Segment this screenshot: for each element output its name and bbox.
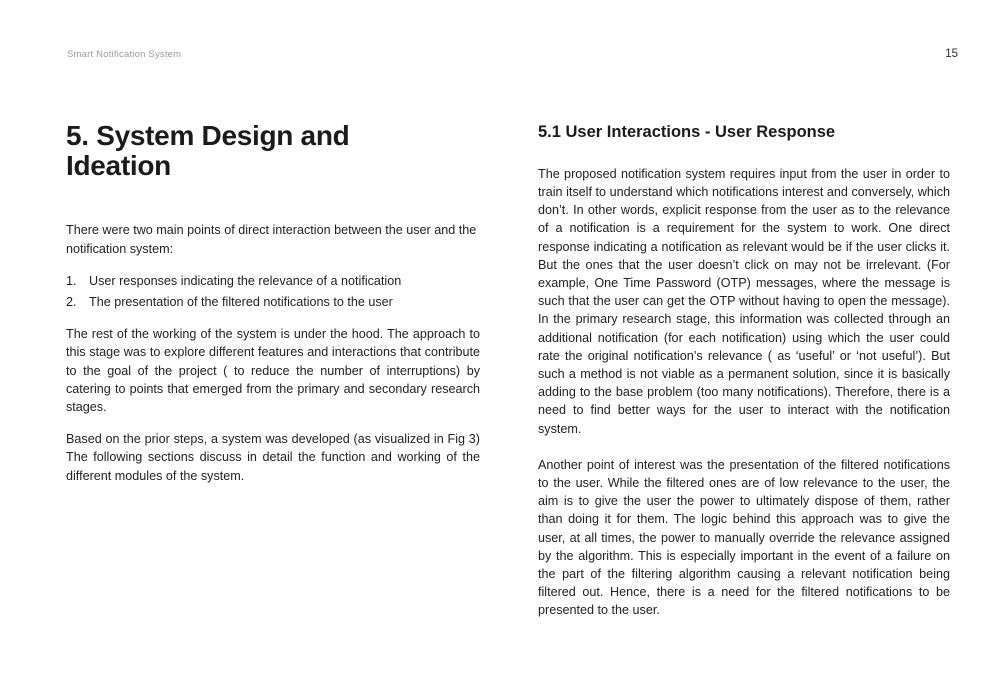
list-item-number: 2.	[66, 294, 77, 309]
left-paragraph-1: The rest of the working of the system is under the hood. The approach to this stage was to explore different features and interactions that contribute to the goal of the project ( to reduce the number of interruptions) by catering to points that emerged from the primary and secondary research stages.	[66, 327, 480, 414]
right-column	[538, 121, 950, 638]
right-paragraph-2: Another point of interest was the presentation of the filtered notifications to the user. While the filtered ones are of low relevance to the user, the aim is to give the user the power to ultimately dispose of them, rather than doing it for them. The logic behind this approach was to give the user, at all times, the power to manually override the relevance assigned by the algorithm. This is especially important in the event of a failure on the part of the filtering algorithm causing a relevant notification being filtered out. Hence, there is a need for the filtered notifications to be presented to the user.	[538, 457, 950, 618]
list-item	[66, 293, 480, 311]
running-header	[67, 48, 958, 60]
subsection-heading: 5.1 User Interactions - User Response	[538, 123, 836, 141]
list-item-text: The presentation of the filtered notifications to the user	[89, 294, 393, 309]
list-item-text: User responses indicating the relevance of a notification	[89, 273, 402, 288]
content-columns	[66, 121, 950, 638]
right-paragraph-1: The proposed notification system requires input from the user in order to train itself to understand which notifications interest and conversely, which don’t. In other words, explicit response from the user as to the relevance of a notification is a requirement for the system to work. One direct response indicating a notification as relevant would be if the user clicks it. But the ones that the user doesn’t click on may not be irrelevant. (For example, One Time Password (OTP) messages, where the message is such that the user can get the OTP without having to open the message). In the primary research stage, this information was collected through an additional notification (for each notification) using which the user could rate the original notification’s relevance ( as ‘useful’ or ‘not useful’). But such a method is not viable as a permanent solution, since it is basically adding to the base problem (too many notifications). Therefore, there is a need to find better ways for the user to interact with the notification system.	[538, 166, 950, 436]
running-header-title: Smart Notification System	[67, 49, 182, 60]
page-number: 15	[945, 48, 958, 60]
section-heading: 5. System Design and Ideation	[66, 120, 350, 181]
left-intro-paragraph: There were two main points of direct interaction between the user and the notification system:	[66, 223, 477, 256]
left-column	[66, 121, 480, 638]
list-item-number: 1.	[66, 273, 77, 288]
interaction-points-list	[66, 272, 480, 311]
left-paragraph-2: Based on the prior steps, a system was developed (as visualized in Fig 3) The following sections discuss in detail the function and working of the different modules of the system.	[66, 432, 480, 483]
list-item	[66, 272, 480, 290]
